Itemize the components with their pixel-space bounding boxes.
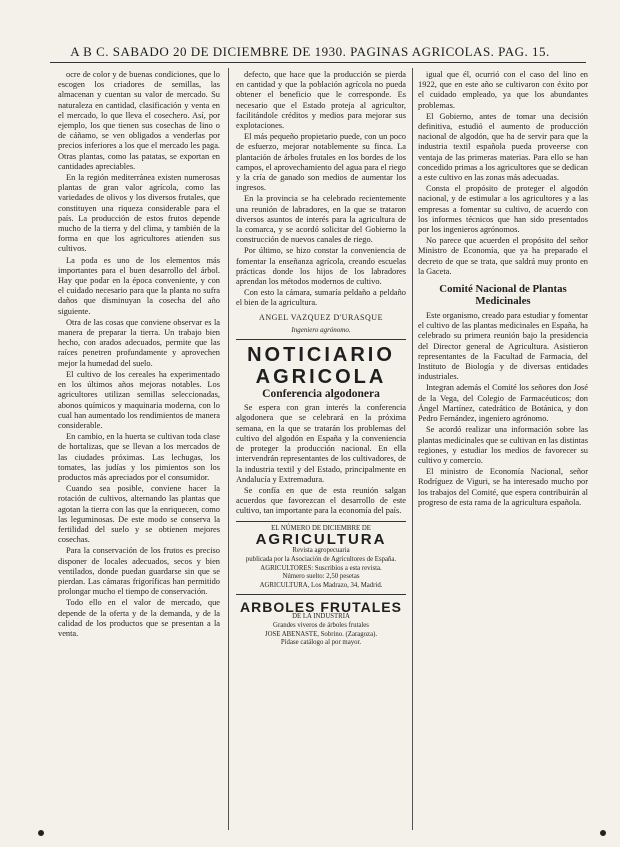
ad-line: Revista agropecuaria [292, 547, 350, 555]
conference-heading: Conferencia algodonera [262, 388, 380, 401]
article-paragraph: Cuando sea posible, conviene hacer la rotación de cultivos, alternando las plantas que agotan la tierra con las que la enriquecen, como las leguminosas. De este modo se conserva la fertilidad del suelo y se obtienen mejores cosechas. [58, 484, 220, 545]
article-paragraph: El cultivo de los cereales ha experimentado en los últimos años mejoras notables. Los agricultores utilizan semillas seleccionadas, abonos químicos y maquinaria moderna, con lo cual han aumentado los rendimientos de manera considerable. [58, 369, 220, 430]
column-2 [236, 70, 406, 830]
article-paragraph: La poda es uno de los elementos más importantes para el buen desarrollo del árbol. Hay que podar en la época conveniente, y con el cuidado necesario para que la planta no sufra daños que disminuyan la cosecha del año siguiente. [58, 255, 220, 316]
ad-line: Grandes viveros de árboles frutales [273, 622, 369, 630]
article-paragraph: En la región mediterránea existen numerosas plantas de gran valor agrícola, como las variedades de olivos y los diversos frutales, que constituyen una riqueza considerable para el país. La producción de estos frutos depende mucho de la tierra y del clima, y también de la forma en que los agricultores atienden sus cultivos. [58, 173, 220, 254]
article-paragraph: Integran además el Comité los señores don José de la Vega, del Colegio de Farmacéuticos; don Ángel Martínez, catedrático de Botánica, y don Pedro Fernández, ingeniero agrónomo. [418, 383, 588, 424]
article-paragraph: El más pequeño propietario puede, con un poco de esfuerzo, mejorar notablemente su finca. La plantación de árboles frutales en los bordes de los campos, el aprovechamiento del agua para el riego y la cría de ganado son medios de aumentar los ingresos. [236, 132, 406, 193]
article-paragraph: ocre de color y de buenas condiciones, que lo escogen los criadores de semillas, las almacenan y cuentan su valor de mercado. Su naturaleza en cantidad, clasificación y venta en el mercado, lo que lleva el cosechero. Así, por ejemplo, los que tienen sus cosechas de lino o de cáñamo, se ven obligados a venderlas por precios inferiores a los que el mercado les paga. Otras plantas, como las patatas, se exportan en cantidades apreciables. [58, 70, 220, 171]
ad-title: ARBOLES FRUTALES [240, 599, 402, 616]
noticiario-subtitle: AGRICOLA [255, 366, 387, 389]
article-paragraph: En la provincia se ha celebrado recientemente una reunión de labradores, en la que se trataron diversos asuntos de interés para la agricultura de la comarca, y se acordó solicitar del Gobierno la construcción de nuevos canales de riego. [236, 194, 406, 245]
article-paragraph: Se confía en que de esta reunión salgan acuerdos que favorezcan el desarrollo de este cultivo, tan importante para la economía del país. [236, 485, 406, 516]
ad-title: AGRICULTURA [255, 531, 387, 549]
article-paragraph: igual que él, ocurrió con el caso del lino en 1922, que en este año se cultivaron con éxito por el cuidado empleado, ya que los abundantes problemas. [418, 70, 588, 110]
ad-line: JOSE ABENASTE, Sobrino. (Zaragoza). [264, 630, 378, 638]
article-paragraph: defecto, que hace que la producción se pierda en cantidad y que la población agrícola no pueda obtener el beneficio que le corresponde. Es necesario que el Estado proteja al agricultor, facilitándole créditos y medios para mejorar sus explotaciones. [236, 70, 406, 131]
article-paragraph: Con esto la cámara, sumaría peldaño a peldaño el bien de la agricultura. [236, 288, 406, 308]
article-paragraph: Consta el propósito de proteger el algodón nacional, y de estimular a los agricultores y a las empresas a fomentar su cultivo, de acuerdo con los informes técnicos que han sido presentados por los ingenieros agrónomos. [418, 184, 588, 235]
page-header: A B C. SABADO 20 DE DICIEMBRE DE 1930. PAGINAS AGRICOLAS. PAG. 15. [70, 44, 550, 59]
article-paragraph: El ministro de Economía Nacional, señor Rodríguez de Viguri, se ha interesado mucho por los trabajos del Comité, que espera contribuirán al progreso de esta rama de la agricultura española. [418, 467, 588, 507]
ad-line: AGRICULTURA, Los Madrazo, 34, Madrid. [259, 581, 383, 589]
article-paragraph: Por último, se hizo constar la conveniencia de fomentar la enseñanza agrícola, creando escuelas prácticas donde los hijos de los labradores aprendan los métodos modernos de cultivo. [236, 246, 406, 287]
article-paragraph: Todo ello en el valor de mercado, que depende de la oferta y de la demanda, y de la calidad de los productos que se presentan a la venta. [58, 598, 220, 638]
print-mark-icon [38, 830, 44, 836]
article-paragraph: En cambio, en la huerta se cultivan toda clase de hortalizas, que se llevan a los mercados de las ciudades próximas. Las lechugas, los tomates, las judías y los pimientos son los productos más apreciados por el consumidor. [58, 432, 220, 482]
section-divider [236, 339, 406, 343]
article-paragraph: Se acordó realizar una información sobre las plantas medicinales que se cultivan en las distintas regiones, y estudiar los medios de favorecer su cultivo y comercio. [418, 425, 588, 465]
article-paragraph: No parece que acuerden el propósito del señor Ministro de Economía, que ya ha preparado el decreto de que se trata, que saldrá muy pronto en la Gaceta. [418, 236, 588, 276]
author-signature: ANGEL VAZQUEZ D'URASQUE [259, 312, 383, 322]
article-paragraph: El Gobierno, antes de tomar una decisión definitiva, estudió el aumento de producción nacional de algodón, que ha de servir para que la industria textil española pueda proveerse con ventaja de las primeras materias. Para ello se han concedido primas a los agricultores que se dedican a este cultivo en las zonas más adecuadas. [418, 111, 588, 183]
print-mark-icon [600, 830, 606, 836]
article-paragraph: Otra de las cosas que conviene observar es la manera de preparar la tierra. Un trabajo bien hecho, con arados adecuados, permite que las raíces penetren profundamente y aprovechen mejor la humedad del suelo. [58, 317, 220, 368]
ad-line: Pídase catálogo al por mayor. [280, 639, 362, 647]
ad-line: AGRICULTORES: Suscribíos a esta revista. [260, 564, 382, 572]
ad-line: DE LA INDUSTRIA [292, 613, 350, 621]
article-paragraph: Se espera con gran interés la conferencia algodonera que se celebrará en la próxima semana, en la que se tratarán los problemas del cultivo del algodón en España y la conveniencia de proteger la producción nacional. En ella intervendrán representantes de los cultivadores, de la industria textil y del Estado, principalmente en Andalucía y Extremadura. [236, 403, 406, 484]
ad-line: publicada por la Asociación de Agricultores de España. [245, 555, 397, 563]
author-title: Ingeniero agrónomo. [291, 325, 351, 334]
header-rule [50, 62, 586, 63]
column-divider [412, 68, 413, 830]
ad-line: Número suelto: 2,50 pesetas [282, 573, 360, 581]
noticiario-title: NOTICIARIO [247, 344, 395, 367]
column-3 [418, 70, 588, 830]
column-1 [58, 70, 220, 830]
ad-line: EL NÚMERO DE DICIEMBRE DE [271, 524, 371, 532]
section-heading: Comité Nacional de Plantas Medicinales [439, 283, 567, 308]
arboles-ad [236, 594, 406, 648]
column-divider [228, 68, 229, 830]
article-paragraph: Para la conservación de los frutos es preciso disponer de locales adecuados, secos y bien ventilados, donde puedan guardarse sin que se pierdan. Las cámaras frigoríficas han permitido prolongar mucho el tiempo de conservación. [58, 546, 220, 597]
agricultura-ad [236, 521, 406, 591]
article-paragraph: Este organismo, creado para estudiar y fomentar el cultivo de las plantas medicinales en España, ha celebrado su primera reunión bajo la presidencia del Director general de Agricultura. Asistieron representantes de la Facultad de Farmacia, del Instituto de Biología y de diversas entidades industriales. [418, 311, 588, 382]
